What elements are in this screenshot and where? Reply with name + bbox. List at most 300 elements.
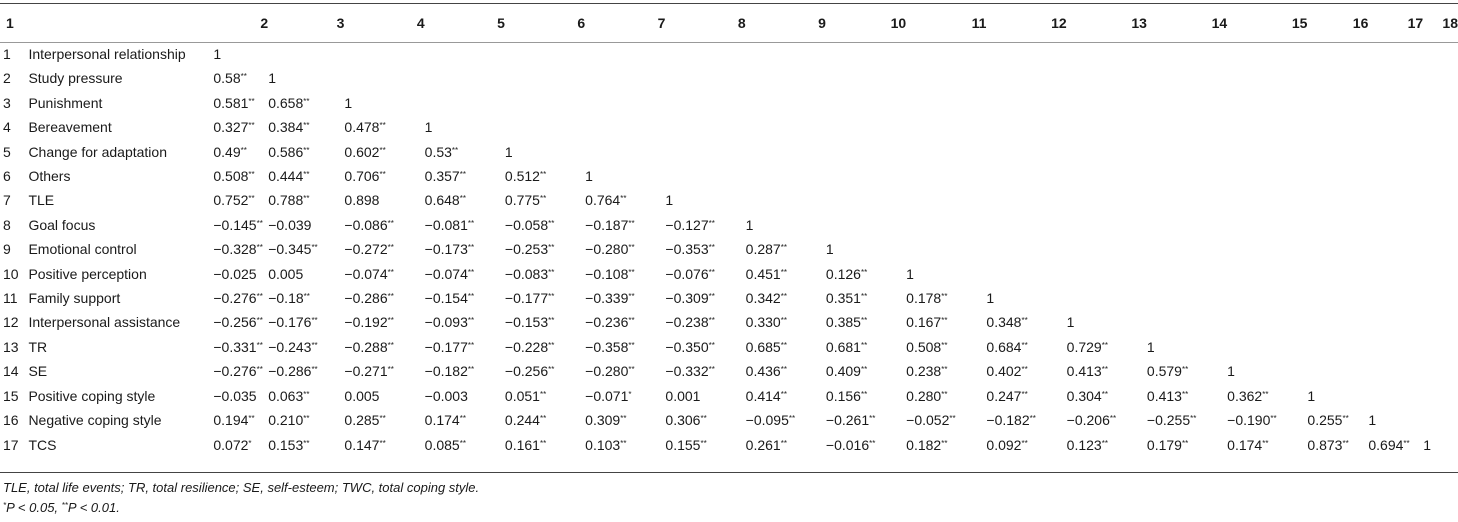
correlation-cell	[746, 408, 826, 432]
correlation-cell	[585, 262, 665, 286]
correlation-cell	[1147, 115, 1227, 139]
significance-marker: **	[467, 365, 475, 375]
correlation-value: 0.156	[825, 387, 861, 404]
correlation-value: 0.304	[1066, 387, 1102, 404]
correlation-cell	[986, 359, 1066, 383]
correlation-cell	[213, 262, 268, 286]
correlation-cell	[1067, 66, 1147, 90]
correlation-value: −0.253	[504, 241, 549, 258]
table-row	[0, 310, 1458, 334]
row-number: 16	[3, 412, 19, 429]
correlation-cell	[1423, 140, 1458, 164]
table-row	[0, 213, 1458, 237]
correlation-value: 0.174	[1227, 436, 1263, 453]
correlation-cell	[425, 115, 505, 139]
correlation-cell	[585, 140, 665, 164]
correlation-value: −0.145	[213, 216, 257, 233]
correlation-value: 0.247	[986, 387, 1022, 404]
correlation-value: −0.190	[1227, 412, 1271, 429]
correlation-cell	[826, 408, 906, 432]
row-label: Positive coping style	[28, 387, 156, 404]
correlation-cell	[1147, 262, 1227, 286]
column-header-17: 17	[1407, 15, 1424, 31]
correlation-cell	[1227, 66, 1307, 90]
correlation-cell	[1147, 237, 1227, 261]
correlation-cell	[1368, 213, 1423, 237]
correlation-value: −0.339	[585, 290, 629, 307]
correlation-value: 1	[213, 46, 222, 62]
row-label: Change for adaptation	[28, 143, 167, 160]
correlation-cell	[1307, 237, 1368, 261]
correlation-cell	[585, 433, 665, 457]
significance-marker: **	[467, 292, 475, 302]
row-label: Family support	[28, 290, 121, 307]
correlation-value: 0.685	[745, 338, 781, 355]
correlation-value: −0.353	[665, 241, 709, 258]
correlation-cell	[906, 164, 986, 188]
correlation-cell	[425, 262, 505, 286]
correlation-cell	[268, 408, 344, 432]
correlation-cell	[1147, 286, 1227, 310]
correlation-value: 0.063	[268, 387, 304, 404]
correlation-cell	[986, 91, 1066, 115]
significance-marker: **	[467, 243, 475, 253]
column-header-2: 2	[260, 15, 269, 31]
correlation-cell	[268, 359, 344, 383]
correlation-cell	[1423, 115, 1458, 139]
correlation-cell	[986, 310, 1066, 334]
correlation-value: −0.086	[344, 216, 388, 233]
correlation-table	[0, 4, 1458, 457]
significance-marker: **	[539, 194, 547, 204]
significance-marker: **	[387, 340, 394, 350]
significance-marker: **	[788, 414, 796, 424]
significance-marker: **	[467, 267, 475, 277]
correlation-cell	[344, 66, 424, 90]
correlation-value: 1	[906, 265, 914, 282]
column-header-11: 11	[971, 15, 987, 31]
row-number: 14	[3, 363, 19, 380]
correlation-value: 0.478	[344, 119, 380, 136]
correlation-cell	[268, 310, 344, 334]
correlation-value: 0.512	[504, 168, 540, 185]
significance-marker: **	[311, 340, 318, 350]
correlation-cell	[1067, 384, 1147, 408]
correlation-value: −0.286	[344, 290, 388, 307]
correlation-value: 1	[1146, 338, 1155, 355]
correlation-cell	[344, 310, 424, 334]
correlation-cell	[906, 262, 986, 286]
correlation-value: 0.508	[906, 338, 942, 355]
correlation-cell	[1368, 335, 1423, 359]
single-asterisk: *	[3, 501, 7, 510]
significance-marker: **	[451, 145, 459, 155]
correlation-cell	[213, 188, 268, 212]
significance-marker: **	[860, 365, 868, 375]
p-threshold-05: P < 0.05,	[6, 500, 62, 515]
correlation-value: −0.228	[504, 338, 549, 355]
row-label: Negative coping style	[28, 412, 162, 429]
significance-marker: **	[941, 340, 948, 350]
correlation-cell	[1067, 310, 1147, 334]
correlation-cell	[1307, 335, 1368, 359]
significance-marker: **	[941, 365, 948, 375]
significance-marker: **	[548, 218, 555, 228]
correlation-cell	[665, 164, 745, 188]
correlation-cell	[986, 237, 1066, 261]
row-label: TLE	[28, 192, 55, 209]
correlation-cell	[746, 310, 826, 334]
significance-marker: **	[628, 292, 635, 302]
correlation-cell	[344, 188, 424, 212]
significance-marker: **	[1342, 414, 1349, 424]
correlation-value: 0.729	[1066, 338, 1102, 355]
correlation-value: −0.108	[585, 265, 629, 282]
row-number: 3	[3, 94, 11, 111]
correlation-cell	[213, 359, 268, 383]
correlation-cell	[1067, 164, 1147, 188]
correlation-cell	[425, 213, 505, 237]
significance-marker: **	[459, 438, 466, 448]
correlation-value: 0.330	[745, 314, 781, 331]
correlation-cell	[505, 310, 585, 334]
correlation-cell	[1227, 91, 1307, 115]
correlation-value: 0.384	[268, 119, 304, 136]
significance-marker: **	[379, 170, 386, 180]
correlation-value: −0.309	[665, 290, 709, 307]
significance-marker: **	[1262, 389, 1269, 399]
correlation-cell	[746, 286, 826, 310]
significance-marker: **	[303, 414, 310, 424]
correlation-cell	[268, 384, 344, 408]
significance-marker: **	[311, 365, 318, 375]
correlation-cell	[213, 433, 268, 457]
row-number: 17	[3, 436, 19, 453]
correlation-value: 0.898	[344, 192, 380, 209]
row-number: 13	[3, 338, 19, 355]
significance-marker: **	[387, 292, 394, 302]
correlation-cell	[1147, 213, 1227, 237]
significance-marker: **	[303, 389, 310, 399]
correlation-cell	[665, 433, 745, 457]
correlation-cell	[665, 115, 745, 139]
correlation-cell	[1147, 164, 1227, 188]
correlation-cell	[1423, 66, 1458, 90]
significance-marker: *	[628, 389, 632, 399]
significance-marker: **	[256, 218, 263, 228]
table-row	[0, 286, 1458, 310]
correlation-cell	[826, 188, 906, 212]
correlation-value: −0.331	[213, 338, 257, 355]
correlation-cell	[665, 237, 745, 261]
correlation-cell	[1423, 188, 1458, 212]
correlation-value: 0.579	[1146, 363, 1182, 380]
correlation-cell	[505, 115, 585, 139]
correlation-cell	[1423, 384, 1458, 408]
correlation-value: 0.351	[825, 290, 861, 307]
correlation-cell	[1307, 408, 1368, 432]
correlation-value: −0.206	[1066, 412, 1110, 429]
row-label: Study pressure	[28, 70, 123, 87]
correlation-value: −0.255	[1146, 412, 1191, 429]
column-header-5: 5	[497, 15, 505, 31]
abbreviation-note: TLE, total life events; TR, total resilience; SE, self-esteem; TWC, total coping style.	[3, 480, 480, 495]
correlation-value: 0.179	[1146, 436, 1182, 453]
correlation-cell	[986, 42, 1066, 66]
significance-marker: **	[628, 316, 635, 326]
correlation-value: 0.194	[213, 412, 249, 429]
correlation-cell	[1147, 91, 1227, 115]
correlation-cell	[826, 42, 906, 66]
correlation-cell	[1423, 286, 1458, 310]
correlation-value: 0.681	[825, 338, 861, 355]
correlation-value: 0.255	[1307, 412, 1343, 429]
correlation-value: −0.271	[344, 363, 388, 380]
column-header-9: 9	[818, 15, 826, 31]
significance-marker: **	[620, 194, 627, 204]
correlation-cell	[1423, 91, 1458, 115]
correlation-cell	[344, 91, 424, 115]
correlation-cell	[746, 237, 826, 261]
correlation-cell	[585, 359, 665, 383]
correlation-cell	[1227, 384, 1307, 408]
correlation-cell	[1307, 310, 1368, 334]
correlation-value: −0.256	[213, 314, 257, 331]
correlation-cell	[986, 408, 1066, 432]
significance-marker: **	[628, 243, 635, 253]
correlation-cell	[1307, 140, 1368, 164]
correlation-cell	[585, 408, 665, 432]
correlation-cell	[344, 140, 424, 164]
correlation-cell	[665, 91, 745, 115]
column-header-14: 14	[1211, 15, 1228, 31]
correlation-value: −0.350	[665, 338, 709, 355]
significance-marker: **	[256, 340, 263, 350]
correlation-value: 1	[986, 290, 995, 307]
correlation-cell	[665, 140, 745, 164]
correlation-value: 1	[1307, 387, 1316, 404]
correlation-cell	[1368, 140, 1423, 164]
correlation-cell	[1368, 359, 1423, 383]
significance-marker: **	[700, 438, 707, 448]
correlation-cell	[1368, 164, 1423, 188]
correlation-cell	[1067, 91, 1147, 115]
correlation-cell	[826, 66, 906, 90]
significance-marker: **	[860, 340, 868, 350]
correlation-cell	[344, 359, 424, 383]
significance-marker: **	[708, 316, 715, 326]
bottom-rule	[0, 472, 1458, 473]
row-label: SE	[28, 363, 48, 380]
correlation-value: 0.178	[906, 290, 942, 307]
significance-marker: **	[1029, 414, 1036, 424]
correlation-value: 0.436	[745, 363, 781, 380]
correlation-cell	[1147, 140, 1227, 164]
significance-marker: **	[1270, 414, 1277, 424]
correlation-value: −0.256	[504, 363, 549, 380]
significance-marker: **	[539, 414, 547, 424]
correlation-value: −0.280	[585, 241, 629, 258]
column-header-4: 4	[416, 15, 425, 31]
correlation-cell	[906, 359, 986, 383]
table-footnotes	[3, 478, 479, 518]
correlation-cell	[268, 286, 344, 310]
correlation-value: −0.18	[268, 290, 304, 307]
correlation-cell	[1227, 262, 1307, 286]
correlation-value: 1	[665, 192, 674, 209]
correlation-cell	[1368, 237, 1423, 261]
correlation-value: −0.074	[344, 265, 388, 282]
correlation-cell	[826, 286, 906, 310]
p-threshold-01: P < 0.01.	[67, 500, 120, 515]
correlation-value: −0.243	[268, 338, 312, 355]
correlation-value: 0.174	[424, 412, 460, 429]
correlation-cell	[585, 66, 665, 90]
correlation-cell	[1423, 262, 1458, 286]
table-row	[0, 42, 1458, 66]
correlation-cell	[1307, 286, 1368, 310]
correlation-cell	[1227, 408, 1307, 432]
significance-marker: **	[1101, 365, 1108, 375]
correlation-cell	[425, 310, 505, 334]
correlation-cell	[665, 213, 745, 237]
correlation-cell	[1368, 433, 1423, 457]
significance-marker: **	[941, 389, 948, 399]
correlation-cell	[268, 237, 344, 261]
correlation-cell	[746, 213, 826, 237]
significance-marker: **	[628, 267, 635, 277]
correlation-value: 0.072	[213, 436, 249, 453]
correlation-cell	[1368, 66, 1423, 90]
significance-marker: **	[708, 292, 715, 302]
significance-marker: **	[780, 365, 787, 375]
correlation-cell	[1067, 140, 1147, 164]
column-header-10: 10	[890, 15, 907, 31]
correlation-value: 0.444	[268, 168, 304, 185]
row-number: 9	[3, 241, 11, 258]
correlation-cell	[505, 408, 585, 432]
correlation-cell	[425, 188, 505, 212]
significance-marker: **	[379, 121, 386, 131]
row-label: Punishment	[28, 94, 103, 111]
table-row	[0, 335, 1458, 359]
row-number: 2	[3, 70, 11, 87]
correlation-cell	[425, 384, 505, 408]
correlation-value: −0.058	[504, 216, 549, 233]
row-label: Bereavement	[28, 119, 112, 136]
correlation-cell	[585, 115, 665, 139]
correlation-value: 0.414	[745, 387, 781, 404]
correlation-cell	[213, 164, 268, 188]
correlation-cell	[906, 42, 986, 66]
correlation-cell	[1307, 359, 1368, 383]
significance-marker: **	[548, 365, 555, 375]
correlation-cell	[268, 42, 344, 66]
correlation-value: −0.016	[825, 436, 870, 453]
correlation-value: −0.182	[986, 412, 1030, 429]
correlation-cell	[1227, 359, 1307, 383]
correlation-value: −0.154	[424, 290, 468, 307]
significance-marker: **	[780, 389, 787, 399]
header-row	[0, 4, 1458, 42]
correlation-cell	[344, 237, 424, 261]
correlation-cell	[906, 115, 986, 139]
correlation-cell	[585, 188, 665, 212]
correlation-cell	[213, 408, 268, 432]
correlation-value: 0.602	[344, 143, 380, 160]
correlation-cell	[585, 286, 665, 310]
correlation-value: 0.658	[268, 94, 304, 111]
correlation-cell	[1227, 42, 1307, 66]
correlation-cell	[1227, 115, 1307, 139]
significance-marker: **	[1109, 414, 1117, 424]
correlation-value: 0.357	[424, 168, 460, 185]
correlation-cell	[1368, 42, 1423, 66]
significance-marker: **	[1021, 365, 1028, 375]
significance-marker: **	[1342, 438, 1349, 448]
correlation-value: 0.873	[1307, 436, 1343, 453]
row-number: 1	[3, 46, 11, 62]
correlation-cell	[1067, 408, 1147, 432]
significance-marker: **	[303, 438, 310, 448]
correlation-cell	[213, 335, 268, 359]
significance-marker: **	[941, 316, 948, 326]
correlation-cell	[585, 237, 665, 261]
correlation-cell	[826, 262, 906, 286]
correlation-value: 1	[504, 143, 513, 160]
correlation-value: 0.244	[504, 412, 540, 429]
correlation-cell	[1227, 335, 1307, 359]
row-label: TCS	[28, 436, 57, 453]
correlation-cell	[213, 286, 268, 310]
column-header-8: 8	[737, 15, 746, 31]
correlation-cell	[1067, 286, 1147, 310]
correlation-cell	[746, 42, 826, 66]
correlation-cell	[1307, 213, 1368, 237]
correlation-value: −0.035	[213, 387, 257, 404]
correlation-value: −0.173	[424, 241, 468, 258]
correlation-cell	[505, 213, 585, 237]
correlation-value: −0.345	[268, 241, 312, 258]
correlation-value: 1	[1368, 412, 1377, 429]
column-header-12: 12	[1051, 15, 1067, 31]
correlation-cell	[746, 433, 826, 457]
row-number: 15	[3, 387, 19, 404]
significance-marker: **	[459, 414, 466, 424]
correlation-value: −0.127	[665, 216, 709, 233]
correlation-cell	[505, 42, 585, 66]
correlation-cell	[585, 213, 665, 237]
correlation-cell	[665, 42, 745, 66]
correlation-cell	[1423, 42, 1458, 66]
correlation-cell	[906, 91, 986, 115]
significance-marker: **	[1181, 438, 1189, 448]
correlation-value: 0.706	[344, 168, 380, 185]
significance-marker: **	[248, 121, 255, 131]
correlation-cell	[505, 286, 585, 310]
correlation-value: −0.153	[504, 314, 549, 331]
correlation-cell	[505, 359, 585, 383]
significance-marker: **	[1403, 438, 1410, 448]
correlation-cell	[505, 140, 585, 164]
table-row	[0, 91, 1458, 115]
correlation-cell	[746, 91, 826, 115]
correlation-value: 0.788	[268, 192, 304, 209]
table-row	[0, 433, 1458, 457]
significance-marker: **	[311, 243, 318, 253]
table-body	[0, 42, 1458, 457]
correlation-cell	[1307, 91, 1368, 115]
